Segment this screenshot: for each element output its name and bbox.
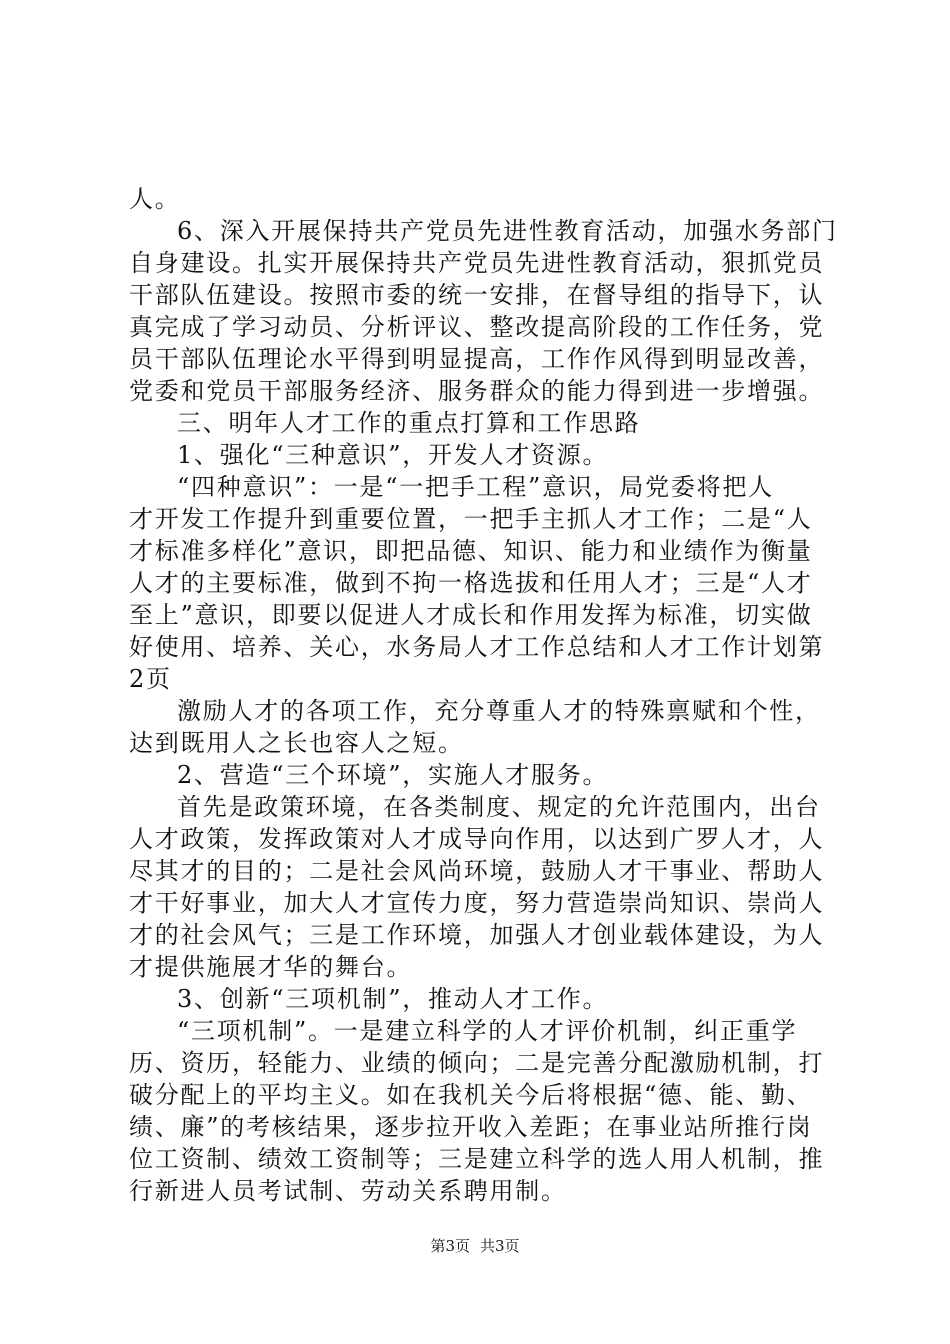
text-line: 人才政策，发挥政策对人才成导向作用，以达到广罗人才，人: [129, 825, 825, 853]
text-line: 达到既用人之长也容人之短。: [129, 729, 464, 757]
text-line: 破分配上的平均主义。如在我机关今后将根据“德、能、勤、: [129, 1081, 813, 1109]
text-line: 才的社会风气；三是工作环境，加强人才创业载体建设，为人: [129, 921, 825, 949]
text-line: 自身建设。扎实开展保持共产党员先进性教育活动，狠抓党员: [129, 249, 825, 277]
text-line: 历、资历，轻能力、业绩的倾向；二是完善分配激励机制，打: [129, 1049, 825, 1077]
text-line: 才提供施展才华的舞台。: [129, 953, 413, 981]
text-line: 人。: [129, 185, 181, 213]
text-line: 才干好事业，加大人才宣传力度，努力营造崇尚知识、崇尚人: [129, 889, 825, 917]
subsection-heading: 2、营造“三个环境”，实施人才服务。: [177, 761, 609, 789]
text-line: 首先是政策环境，在各类制度、规定的允许范围内，出台: [177, 793, 821, 821]
text-line: 党委和党员干部服务经济、服务群众的能力得到进一步增强。: [129, 377, 825, 405]
text-line: 6、深入开展保持共产党员先进性教育活动，加强水务部门: [177, 217, 838, 245]
text-line: 绩、廉”的考核结果，逐步拉开收入差距；在事业站所推行岗: [129, 1113, 813, 1141]
text-line: 尽其才的目的；二是社会风尚环境，鼓励人才干事业、帮助人: [129, 857, 825, 885]
subsection-heading: 3、创新“三项机制”，推动人才工作。: [177, 985, 609, 1013]
text-line: 激励人才的各项工作，充分尊重人才的特殊禀赋和个性，: [177, 697, 821, 725]
text-line: 位工资制、绩效工资制等；三是建立科学的选人用人机制，推: [129, 1145, 825, 1173]
page-total: 共3页: [480, 1237, 520, 1255]
text-line: “三项机制”。一是建立科学的人才评价机制，纠正重学: [177, 1017, 798, 1045]
text-line: 好使用、培养、关心，水务局人才工作总结和人才工作计划第: [129, 633, 825, 661]
subsection-heading: 1、强化“三种意识”，开发人才资源。: [177, 441, 609, 469]
text-line: 才标准多样化”意识，即把品德、知识、能力和业绩作为衡量: [129, 537, 813, 565]
text-line: 才开发工作提升到重要位置，一把手主抓人才工作；二是“人: [129, 505, 813, 533]
text-line: 至上”意识，即要以促进人才成长和作用发挥为标准，切实做: [129, 601, 813, 629]
text-line: 真完成了学习动员、分析评议、整改提高阶段的工作任务，党: [129, 313, 825, 341]
page-footer: [0, 1236, 950, 1256]
text-line: “四种意识”：一是“一把手工程”意识，局党委将把人: [177, 473, 774, 501]
text-line: 员干部队伍理论水平得到明显提高，工作作风得到明显改善，: [129, 345, 825, 373]
text-line: 行新进人员考试制、劳动关系聘用制。: [129, 1177, 567, 1205]
text-line: 干部队伍建设。按照市委的统一安排，在督导组的指导下，认: [129, 281, 825, 309]
text-line: 人才的主要标准，做到不拘一格选拔和任用人才；三是“人才: [129, 569, 813, 597]
page-number: 第3页: [430, 1237, 470, 1255]
text-line: 2页: [129, 665, 172, 693]
section-heading: 三、明年人才工作的重点打算和工作思路: [177, 409, 641, 437]
